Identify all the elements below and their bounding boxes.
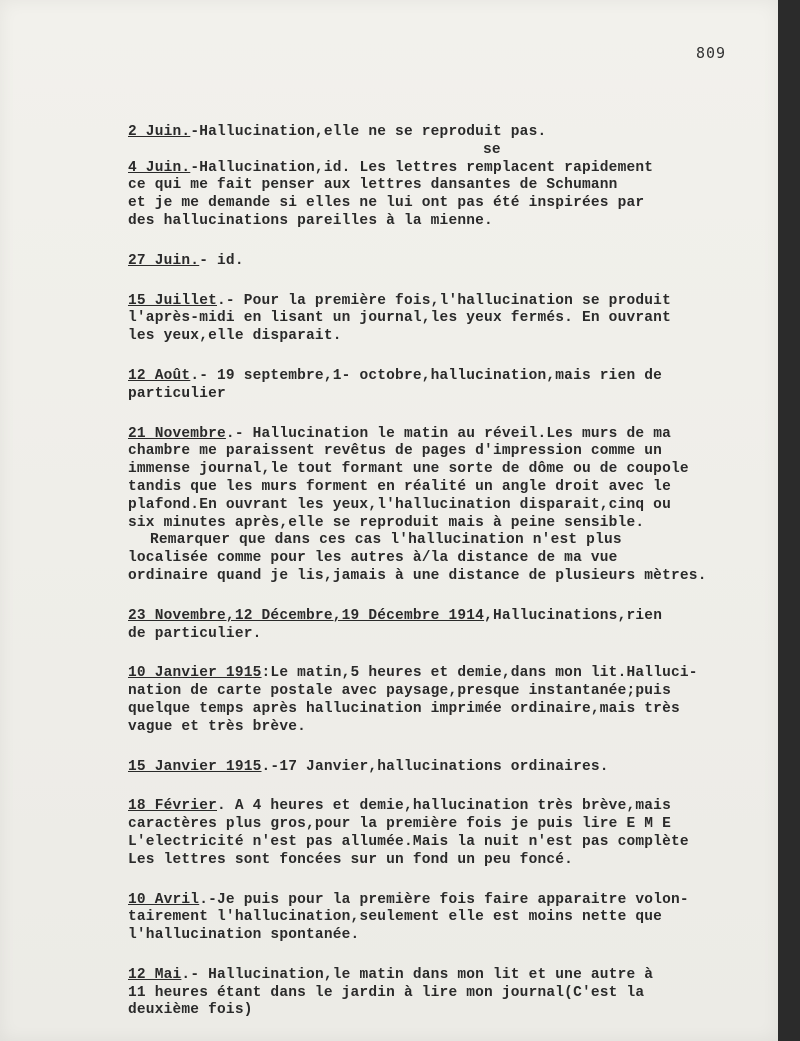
entry-text: -Hallucination,elle ne se reproduit pas.: [190, 124, 547, 140]
entry-line: [128, 443, 778, 461]
entry-text: caractères plus gros,pour la première fois je puis lire E M E: [128, 816, 671, 833]
scan-border: [778, 0, 800, 1041]
diary-entry: [128, 759, 778, 777]
entry-date: 10 Janvier 1915: [128, 665, 262, 682]
entry-line: [128, 479, 778, 497]
entry-line: [128, 719, 778, 737]
entry-date: 4 Juin.: [128, 159, 191, 176]
entry-text: .- 19 septembre,1- octobre,hallucination,mais rien de: [190, 367, 663, 384]
entry-line: [128, 701, 778, 719]
entry-text: immense journal,le tout formant une sorte de dôme ou de coupole: [128, 461, 689, 478]
entry-text: .- Hallucination le matin au réveil.Les murs de ma: [225, 425, 671, 442]
diary-entry: [128, 798, 778, 869]
entry-text: quelque temps après hallucination imprimée ordinaire,mais très: [128, 700, 680, 717]
entry-line: [128, 608, 778, 626]
entry-text: se: [483, 141, 501, 158]
entry-line: [128, 213, 778, 231]
entry-text: tandis que les murs forment en réalité un angle droit avec le: [128, 478, 671, 495]
entry-line: [128, 985, 778, 1003]
entry-text: .-Je puis pour la première fois faire apparaitre volon-: [199, 891, 689, 908]
entry-text: ordinaire quand je lis,jamais à une distance de plusieurs mètres.: [128, 567, 707, 584]
entry-text: plafond.En ouvrant les yeux,l'hallucination disparait,cinq ou: [128, 496, 671, 513]
entry-line: [128, 532, 778, 550]
entry-text: L'electricité n'est pas allumée.Mais la nuit n'est pas complète: [128, 833, 689, 850]
diary-entry: [128, 892, 778, 945]
entry-text: :Le matin,5 heures et demie,dans mon lit.Halluci-: [261, 665, 698, 682]
entry-text: .- Pour la première fois,l'hallucination se produit: [217, 292, 671, 309]
entry-line: [128, 759, 778, 777]
diary-entry: [128, 368, 778, 404]
entry-text: chambre me paraissent revêtus de pages d'impression comme un: [128, 443, 663, 460]
entry-line: [128, 816, 778, 834]
diary-entry: [128, 426, 778, 586]
entry-date: 21 Novembre: [128, 425, 226, 442]
entry-text: Remarquer que dans ces cas l'hallucination n'est plus: [150, 532, 622, 549]
diary-entry: [128, 967, 778, 1020]
entry-text: six minutes après,elle se reproduit mais à peine sensible.: [128, 514, 645, 531]
entry-line: [128, 683, 778, 701]
entry-line: [128, 1002, 778, 1020]
entry-date: 15 Juillet: [128, 292, 218, 309]
entry-line: [128, 124, 778, 142]
entry-line: [128, 310, 778, 328]
entry-date: 10 Avril: [128, 891, 200, 908]
entry-text: les yeux,elle disparait.: [128, 328, 342, 345]
entry-line: [128, 461, 778, 479]
typed-text-body: [128, 124, 778, 1041]
entry-line: [128, 909, 778, 927]
entry-line: [128, 892, 778, 910]
entry-line: [128, 142, 778, 160]
entry-text: et je me demande si elles ne lui ont pas été inspirées par: [128, 195, 645, 212]
entry-text: . A 4 heures et demie,hallucination très brève,mais: [217, 798, 671, 815]
entry-text: l'après-midi en lisant un journal,les yeux fermés. En ouvrant: [128, 310, 671, 327]
entry-line: [128, 253, 778, 271]
entry-line: [128, 368, 778, 386]
diary-entry: [128, 293, 778, 346]
entry-line: [128, 426, 778, 444]
entry-text: .-17 Janvier,hallucinations ordinaires.: [261, 758, 609, 775]
entry-text: - id.: [199, 252, 244, 269]
entry-line: [128, 177, 778, 195]
entry-text: vague et très brève.: [128, 718, 307, 735]
entry-date: 2 Juin.: [128, 124, 191, 140]
entry-line: [128, 293, 778, 311]
entry-line: [128, 195, 778, 213]
entry-text: localisée comme pour les autres à/la distance de ma vue: [128, 550, 618, 567]
entry-text: ce qui me fait penser aux lettres dansantes de Schumann: [128, 177, 618, 194]
entry-text: 11 heures étant dans le jardin à lire mon journal(C'est la: [128, 984, 645, 1001]
entry-line: [128, 550, 778, 568]
entry-line: [128, 568, 778, 586]
page-number: 809: [696, 44, 727, 62]
entry-date: 12 Mai: [128, 966, 182, 983]
entry-text: .- Hallucination,le matin dans mon lit et une autre à: [181, 966, 654, 983]
entry-line: [128, 927, 778, 945]
entry-text: de particulier.: [128, 625, 262, 642]
entry-line: [128, 328, 778, 346]
entry-text: particulier: [128, 385, 226, 402]
entry-text: -Hallucination,id. Les lettres remplacent rapidement: [190, 159, 654, 176]
entry-date: 12 Août: [128, 367, 191, 384]
entry-text: l'hallucination spontanée.: [128, 927, 360, 944]
entry-text: nation de carte postale avec paysage,presque instantanée;puis: [128, 683, 671, 700]
entry-line: [128, 497, 778, 515]
entry-text: ,Hallucinations,rien: [484, 607, 663, 624]
entry-line: [128, 626, 778, 644]
entry-line: [128, 834, 778, 852]
entry-line: [128, 967, 778, 985]
entry-text: deuxième fois): [128, 1002, 253, 1019]
entry-date: 23 Novembre,12 Décembre,19 Décembre 1914: [128, 607, 485, 624]
entry-text: des hallucinations pareilles à la mienne.: [128, 212, 493, 229]
entry-line: [128, 160, 778, 178]
entry-line: [128, 515, 778, 533]
entry-line: [128, 386, 778, 404]
entry-date: 18 Février: [128, 798, 218, 815]
entry-text: Les lettres sont foncées sur un fond un peu foncé.: [128, 851, 574, 868]
entry-line: [128, 798, 778, 816]
entry-line: [128, 852, 778, 870]
diary-entry: [128, 665, 778, 736]
entry-line: [128, 665, 778, 683]
entry-text: tairement l'hallucination,seulement elle est moins nette que: [128, 909, 663, 926]
diary-entry: [128, 608, 778, 644]
diary-entry: [128, 124, 778, 231]
entry-date: 15 Janvier 1915: [128, 758, 262, 775]
entry-date: 27 Juin.: [128, 252, 200, 269]
diary-entry: [128, 253, 778, 271]
